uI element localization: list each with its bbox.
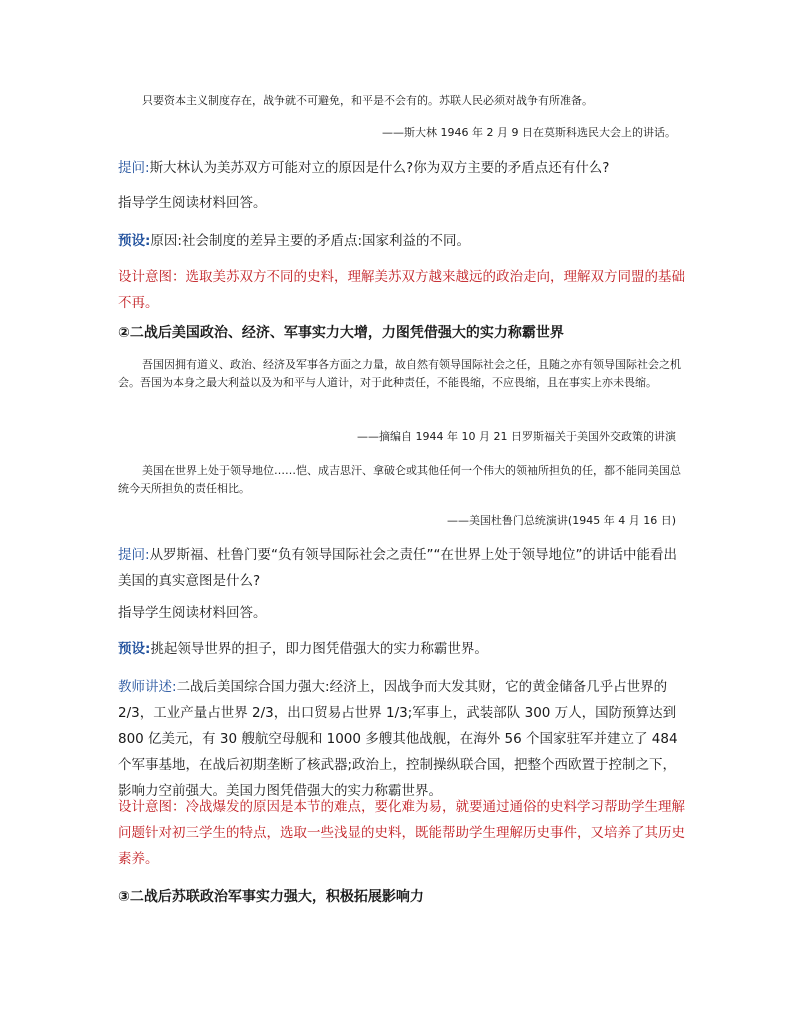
guide-1: 指导学生阅读材料回答。 bbox=[118, 195, 267, 211]
question-2-text: 从罗斯福、杜鲁门要“负有领导国际社会之责任”“在世界上处于领导地位”的讲话中能看出美国的真实意图是什么? bbox=[118, 547, 678, 589]
section-heading-2: ②二战后美国政治、经济、军事实力大增，力图凭借强大的实力称霸世界 bbox=[118, 325, 564, 341]
question-2-tag: 提问: bbox=[118, 547, 150, 563]
guide-2: 指导学生阅读材料回答。 bbox=[118, 605, 267, 621]
teacher-lecture-text: 二战后美国综合国力强大:经济上，因战争而大发其财，它的黄金储备几乎占世界的 2/3，工业产量占世界 2/3，出口贸易占世界 1/3;军事上，武装部队 300 万人，国防预算达到 800 亿美元，有 30 艘航空母舰和 1000 多艘其他战舰，在海外 56 个国家驻军并建立了 484 个军事基地，在战后初期垄断了核武器;政治上，控制操纵联合国，把整个西欧置于控制之下，影响力空前强大。美国力图凭借强大的实力称霸世界。 bbox=[118, 679, 678, 799]
question-2 bbox=[118, 542, 686, 594]
section-heading-3: ③二战后苏联政治军事实力强大，积极拓展影响力 bbox=[118, 889, 424, 905]
roosevelt-quote: 吾国因拥有道义、政治、经济及军事各方面之力量，故自然有领导国际社会之任，且随之亦有领导国际社会之机会。吾国为本身之最大利益以及为和平与人道计，对于此种责任，不能畏缩，不应畏缩，且在事实上亦未畏缩。 bbox=[118, 358, 681, 389]
preset-2-tag: 预设: bbox=[118, 641, 151, 657]
preset-2-text: 挑起领导世界的担子，即力图凭借强大的实力称霸世界。 bbox=[150, 641, 488, 657]
preset-1 bbox=[118, 228, 686, 254]
question-1-text: 斯大林认为美苏双方可能对立的原因是什么?你为双方主要的矛盾点还有什么? bbox=[149, 160, 610, 176]
preset-1-text: 原因:社会制度的差异主要的矛盾点:国家利益的不同。 bbox=[150, 233, 471, 249]
design-intent-1: 设计意图：选取美苏双方不同的史料，理解美苏双方越来越远的政治走向，理解双方同盟的基础不再。 bbox=[118, 269, 685, 311]
question-1-tag: 提问: bbox=[118, 160, 150, 176]
roosevelt-quote-source: ——摘编自 1944 年 10 月 21 日罗斯福关于美国外交政策的讲演 bbox=[357, 430, 676, 443]
question-1 bbox=[118, 155, 686, 181]
teacher-lecture-tag: 教师讲述: bbox=[118, 679, 177, 695]
preset-2 bbox=[118, 636, 686, 662]
stalin-quote-source: ——斯大林 1946 年 2 月 9 日在莫斯科选民大会上的讲话。 bbox=[382, 126, 676, 139]
stalin-quote: 只要资本主义制度存在，战争就不可避免，和平是不会有的。苏联人民必须对战争有所准备。 bbox=[142, 94, 593, 107]
design-intent-2: 设计意图：冷战爆发的原因是本节的难点，要化难为易，就要通过通俗的史料学习帮助学生理解问题针对初三学生的特点，选取一些浅显的史料，既能帮助学生理解历史事件，又培养了其历史素养。 bbox=[118, 799, 685, 867]
truman-quote-source: ——美国杜鲁门总统演讲(1945 年 4 月 16 日) bbox=[446, 514, 676, 527]
teacher-lecture bbox=[118, 674, 686, 804]
truman-quote: 美国在世界上处于领导地位……恺、成吉思汗、拿破仑或其他任何一个伟大的领袖所担负的任，都不能同美国总统今天所担负的责任相比。 bbox=[118, 464, 681, 495]
preset-1-tag: 预设: bbox=[118, 233, 151, 249]
